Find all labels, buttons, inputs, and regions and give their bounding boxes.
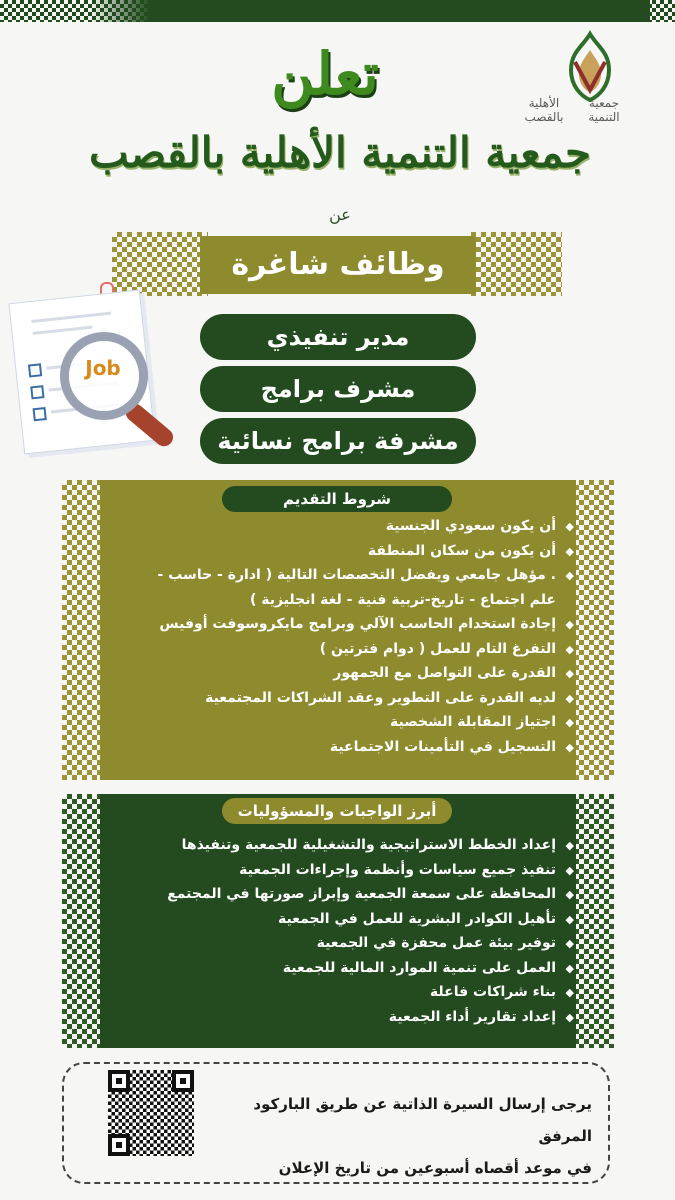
duties-pattern-left [62, 794, 102, 1048]
diamond-bullet-icon: ◆ [565, 961, 574, 975]
list-item: ◆لديه القدرة على التطوير وعقد الشراكات المجتمعية [104, 686, 574, 711]
diamond-bullet-icon: ◆ [565, 618, 574, 631]
logo-word-3: الأهلية [528, 96, 560, 110]
job-women-program-supervisor: مشرفة برامج نسائية [200, 418, 476, 464]
requirements-title: شروط التقديم [222, 486, 452, 512]
top-band-solid [90, 0, 650, 22]
list-item: ◆أن يكون سعودي الجنسية [104, 514, 574, 539]
qr-code-icon[interactable] [108, 1070, 194, 1156]
list-item: ◆أن يكون من سكان المنطقة [104, 539, 574, 564]
vacancies-banner: وظائف شاغرة [200, 236, 476, 294]
logo-word-1: جمعية [588, 96, 620, 110]
apply-instructions [200, 1088, 592, 1184]
banner-pattern-right [466, 232, 562, 296]
list-item: ◆المحافظة على سمعة الجمعية وإبراز صورتها في المجتمع [104, 882, 574, 907]
diamond-bullet-icon: ◆ [565, 642, 574, 656]
diamond-bullet-icon: ◆ [565, 1010, 574, 1024]
diamond-bullet-icon: ◆ [565, 863, 574, 877]
diamond-bullet-icon: ◆ [565, 937, 574, 950]
banner-pattern-left [112, 232, 208, 296]
duties-list [104, 833, 574, 1029]
list-item: ◆إجادة استخدام الحاسب الآلي وبرامج مايكروسوفت أوفيس [104, 612, 574, 637]
list-item: ◆التفرغ التام للعمل ( دوام فترتين ) [104, 637, 574, 662]
job-executive-director: مدير تنفيذي [200, 314, 476, 360]
diamond-bullet-icon: ◆ [565, 691, 574, 705]
diamond-bullet-icon: ◆ [565, 569, 574, 582]
requirements-list [104, 514, 574, 759]
diamond-bullet-icon: ◆ [565, 986, 574, 999]
list-item: ◆اجتياز المقابلة الشخصية [104, 710, 574, 735]
logo-word-4: بالقصب [524, 110, 564, 124]
list-item: ◆توفير بيئة عمل محفزة في الجمعية [104, 931, 574, 956]
association-logo-icon [555, 30, 625, 102]
list-item: ◆. مؤهل جامعي ويفضل التخصصات التالية ( ادارة - حاسب - [104, 563, 574, 588]
list-item: علم اجتماع - تاريخ-تربية فنية - لغة انجليزية ) [249, 591, 556, 608]
list-item: ◆إعداد تقارير أداء الجمعية [104, 1005, 574, 1030]
headline: تعلن [271, 40, 379, 108]
diamond-bullet-icon: ◆ [565, 839, 574, 852]
logo-word-2: التنمية [588, 110, 620, 124]
list-item: ◆العمل على تنمية الموارد المالية للجمعية [104, 956, 574, 981]
diamond-bullet-icon: ◆ [565, 544, 574, 558]
job-word: Job [85, 356, 121, 380]
apply-line-2: في موعد أقصاه أسبوعين من تاريخ الإعلان [278, 1159, 592, 1177]
list-item: ◆التسجيل في التأمينات الاجتماعية [104, 735, 574, 760]
apply-line-1: يرجى إرسال السيرة الذاتية عن طريق الباركود المرفق [253, 1095, 592, 1145]
diamond-bullet-icon: ◆ [565, 716, 574, 729]
requirements-pattern-right [574, 480, 614, 780]
diamond-bullet-icon: ◆ [565, 888, 574, 901]
list-item: ◆تأهيل الكوادر البشرية للعمل في الجمعية [104, 907, 574, 932]
job-program-supervisor: مشرف برامج [200, 366, 476, 412]
an-word: عن [329, 205, 351, 224]
duties-pattern-right [574, 794, 614, 1048]
diamond-bullet-icon: ◆ [565, 520, 574, 533]
organization-name: جمعية التنمية الأهلية بالقصب [89, 128, 591, 177]
list-item: ◆القدرة على التواصل مع الجمهور [104, 661, 574, 686]
list-item: ◆إعداد الخطط الاستراتيجية والتشغيلية للجمعية وتنفيذها [104, 833, 574, 858]
list-item: ◆بناء شراكات فاعلة [104, 980, 574, 1005]
logo-text [509, 96, 639, 124]
diamond-bullet-icon: ◆ [565, 740, 574, 754]
requirements-pattern-left [62, 480, 102, 780]
diamond-bullet-icon: ◆ [565, 912, 574, 926]
duties-title: أبرز الواجبات والمسؤوليات [222, 798, 452, 824]
diamond-bullet-icon: ◆ [565, 667, 574, 680]
list-item: ◆تنفيذ جميع سياسات وأنظمة وإجراءات الجمعية [104, 858, 574, 883]
